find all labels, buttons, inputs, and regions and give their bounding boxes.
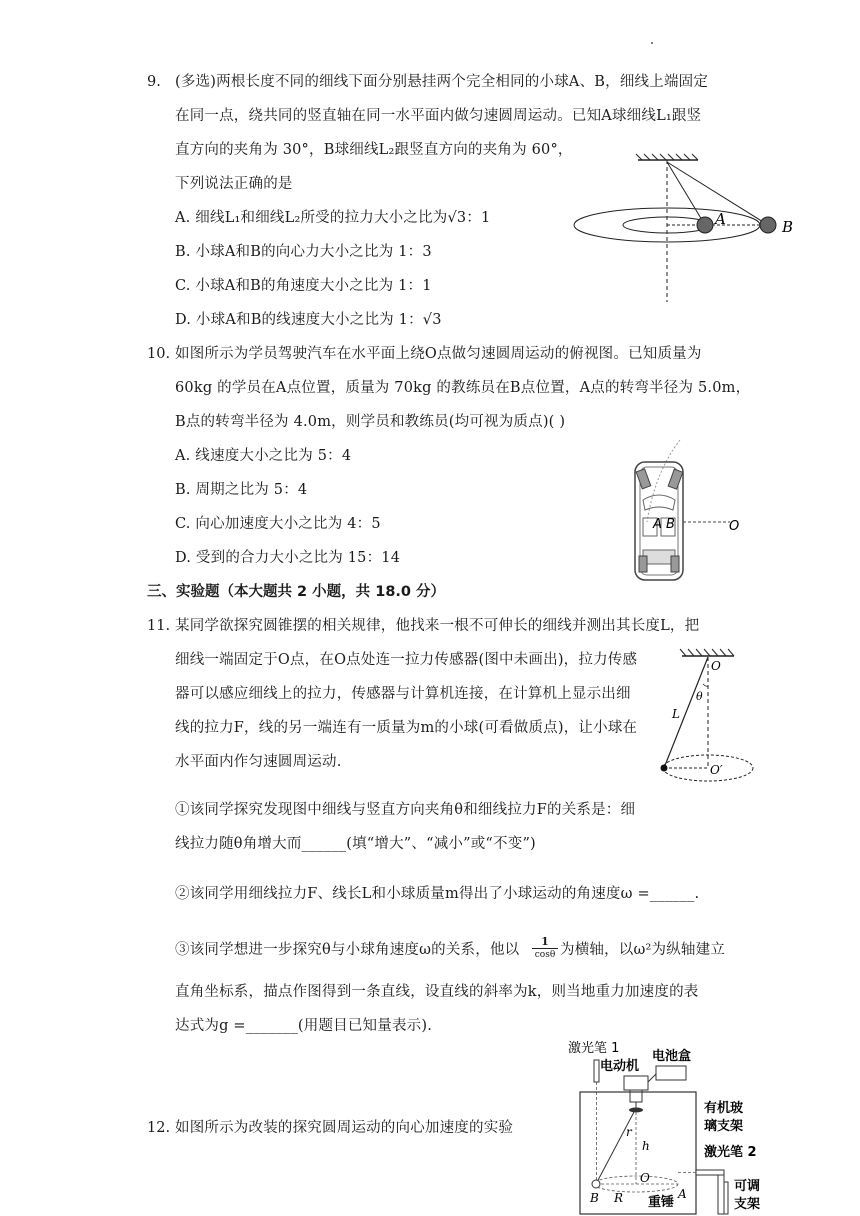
section-title: 三、实验题（本大题共 2 小题，共 18.0 分） xyxy=(147,584,446,600)
option-a: A. 细线L₁和细线L₂所受的拉力大小之比为√3：1 xyxy=(175,210,491,226)
sub-question-1: 线拉力随θ角增大而______(填“增大”、“减小”或“不变”) xyxy=(175,836,536,852)
question-text: 水平面内作匀速圆周运动. xyxy=(175,754,342,770)
question-number: 10. xyxy=(147,346,171,362)
label-weight: 重锤 xyxy=(648,1195,675,1210)
ball-a xyxy=(697,217,713,233)
label-R: R xyxy=(614,1191,624,1205)
question-number: 9. xyxy=(147,74,161,90)
label-b: B xyxy=(590,1191,599,1205)
sub-question-3: 直角坐标系，描点作图得到一条直线，设直线的斜率为k，则当地重力加速度的表 xyxy=(175,984,699,1000)
car-top-view-figure xyxy=(625,432,745,587)
label-laser1: 激光笔 1 xyxy=(568,1041,620,1056)
label-l: L xyxy=(672,707,680,721)
option-b: B. 小球A和B的向心力大小之比为 1：3 xyxy=(175,244,432,260)
fraction xyxy=(532,936,558,961)
sub-question-3: 为横轴，以ω²为纵轴建立 xyxy=(560,942,726,958)
label-o: O xyxy=(729,519,740,534)
sub-question-3: ③该同学想进一步探究θ与小球角速度ω的关系，他以 xyxy=(175,942,520,958)
label-a: A xyxy=(678,1187,687,1201)
question-text: 线的拉力F，线的另一端连有一质量为m的小球(可看做质点)，让小球在 xyxy=(175,720,638,736)
ball-b xyxy=(760,217,776,233)
label-b: B xyxy=(782,218,794,236)
label-stand-1: 可调 xyxy=(734,1179,761,1194)
option-c: C. 小球A和B的角速度大小之比为 1：1 xyxy=(175,278,432,294)
option-c: C. 向心加速度大小之比为 4：5 xyxy=(175,516,381,532)
question-text: 细线一端固定于O点，在O点处连一拉力传感器(图中未画出)，拉力传感 xyxy=(175,652,638,668)
question-text: (多选)两根长度不同的细线下面分别悬挂两个完全相同的小球A、B，细线上端固定 xyxy=(175,74,709,90)
question-text: 器可以感应细线上的拉力，传感器与计算机连接，在计算机上显示出细 xyxy=(175,686,631,702)
label-o: O xyxy=(640,1171,650,1185)
label-a: A xyxy=(715,210,726,228)
sub-question-2: ②该同学用细线拉力F、线长L和小球质量m得出了小球运动的角速度ω =______. xyxy=(175,886,700,902)
fraction-denominator: cosθ xyxy=(534,950,556,960)
question-number: 12. xyxy=(147,1120,171,1136)
sub-question-3: 达式为g =_______(用题目已知量表示). xyxy=(175,1018,433,1034)
question-number: 11. xyxy=(147,618,171,634)
question-text: 在同一点，绕共同的竖直轴在同一水平面内做匀速圆周运动。已知A球细线L₁跟竖 xyxy=(175,108,702,124)
label-glass-2: 璃支架 xyxy=(704,1119,744,1134)
label-laser2: 激光笔 2 xyxy=(704,1145,757,1160)
label-battery: 电池盒 xyxy=(652,1049,692,1064)
fraction-numerator: 1 xyxy=(532,936,558,949)
label-theta: θ xyxy=(696,690,703,703)
page-dot xyxy=(651,42,653,44)
option-d: D. 小球A和B的线速度大小之比为 1：√3 xyxy=(175,312,442,328)
question-text: 某同学欲探究圆锥摆的相关规律，他找来一根不可伸长的细线并测出其长度L，把 xyxy=(175,618,700,634)
pendulum-ball xyxy=(661,765,668,772)
option-a: A. 线速度大小之比为 5：4 xyxy=(175,448,352,464)
question-text: 下列说法正确的是 xyxy=(175,176,293,192)
label-glass-1: 有机玻 xyxy=(704,1101,744,1116)
label-ab: A B xyxy=(653,517,675,532)
option-d: D. 受到的合力大小之比为 15：14 xyxy=(175,550,401,566)
label-stand-2: 支架 xyxy=(734,1197,761,1212)
question-text: 直方向的夹角为 30°，B球细线L₂跟竖直方向的夹角为 60°， xyxy=(175,142,573,158)
label-o: O xyxy=(711,659,721,673)
conical-pendulum-figure-2 xyxy=(650,646,760,796)
label-o-prime: O′ xyxy=(710,763,723,777)
sub-question-1: ①该同学探究发现图中细线与竖直方向夹角θ和细线拉力F的关系是：细 xyxy=(175,802,636,818)
question-text: 如图所示为学员驾驶汽车在水平面上绕O点做匀速圆周运动的俯视图。已知质量为 xyxy=(175,346,702,362)
question-text: B点的转弯半径为 4.0m，则学员和教练员(均可视为质点)( ) xyxy=(175,414,566,430)
label-r: r xyxy=(626,1125,632,1139)
question-text: 如图所示为改装的探究圆周运动的向心加速度的实验 xyxy=(175,1120,514,1136)
option-b: B. 周期之比为 5：4 xyxy=(175,482,308,498)
label-h: h xyxy=(642,1139,650,1153)
label-motor: 电动机 xyxy=(600,1059,640,1074)
question-text: 60kg 的学员在A点位置，质量为 70kg 的教练员在B点位置，A点的转弯半径为 5.0m， xyxy=(175,380,751,396)
centripetal-apparatus-figure xyxy=(560,1036,800,1214)
conical-pendulum-figure xyxy=(570,150,810,305)
hanging-weight xyxy=(592,1180,600,1188)
